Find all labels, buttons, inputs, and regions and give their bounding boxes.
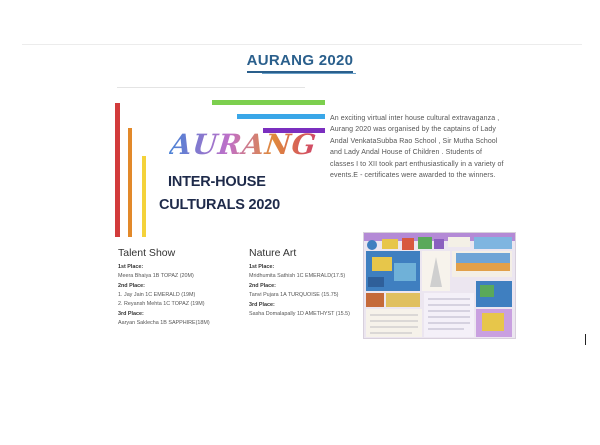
banner-top-divider — [117, 87, 305, 88]
talent-second-entry-2: 2. Reyansh Mehta 1C TOPAZ (19M) — [118, 301, 205, 307]
talent-third-entry: Aaryan Saklecha 1B SAPPHIRE(18M) — [118, 320, 210, 326]
student-artwork-image — [363, 232, 516, 339]
page-title: AURANG 2020 — [247, 52, 354, 73]
banner-bar-blue — [237, 114, 325, 119]
nature-third-entry: Sasha Domalapally 1D AMETHYST (15.5) — [249, 311, 350, 317]
nature-first-label: 1st Place: — [249, 264, 275, 270]
banner-bar-red — [115, 103, 120, 237]
banner-script-logo: AURANG — [168, 128, 319, 161]
talent-first-label: 1st Place: — [118, 264, 144, 270]
top-divider — [22, 44, 582, 45]
banner-line-1: INTER-HOUSE — [168, 174, 266, 190]
nature-art-heading: Nature Art — [249, 247, 297, 259]
text-cursor — [585, 334, 586, 345]
talent-second-label: 2nd Place: — [118, 283, 145, 289]
banner-line-2: CULTURALS 2020 — [159, 197, 281, 213]
talent-first-entry: Meera Bhaiya 1B TOPAZ (20M) — [118, 273, 194, 279]
banner-bar-yellow — [142, 156, 146, 237]
nature-second-entry: Tanvi Pujara 1A TURQUOISE (15.75) — [249, 292, 339, 298]
banner-bar-orange — [128, 128, 132, 237]
title-container — [0, 52, 600, 73]
talent-second-entry-1: 1. Jay Jain 1C EMERALD (19M) — [118, 292, 196, 298]
talent-third-label: 3rd Place: — [118, 311, 144, 317]
nature-third-label: 3rd Place: — [249, 302, 275, 308]
nature-second-label: 2nd Place: — [249, 283, 276, 289]
title-accent-underline — [262, 73, 356, 74]
nature-first-entry: Mridhumita Sathish 1C EMERALD(17.5) — [249, 273, 346, 279]
banner-bar-green — [212, 100, 325, 105]
event-description: An exciting virtual inter house cultural extravaganza , Aurang 2020 was organised by the captains of Lady Andal VenkataSubba Rao School , Sir Mutha School and Lady Andal House of Children . Students of classes I to XII took part enthusiastically in a variety of events.E - certificates were awarded to the winners. — [330, 115, 504, 180]
artwork-illustration — [364, 233, 515, 338]
talent-show-heading: Talent Show — [118, 247, 176, 259]
